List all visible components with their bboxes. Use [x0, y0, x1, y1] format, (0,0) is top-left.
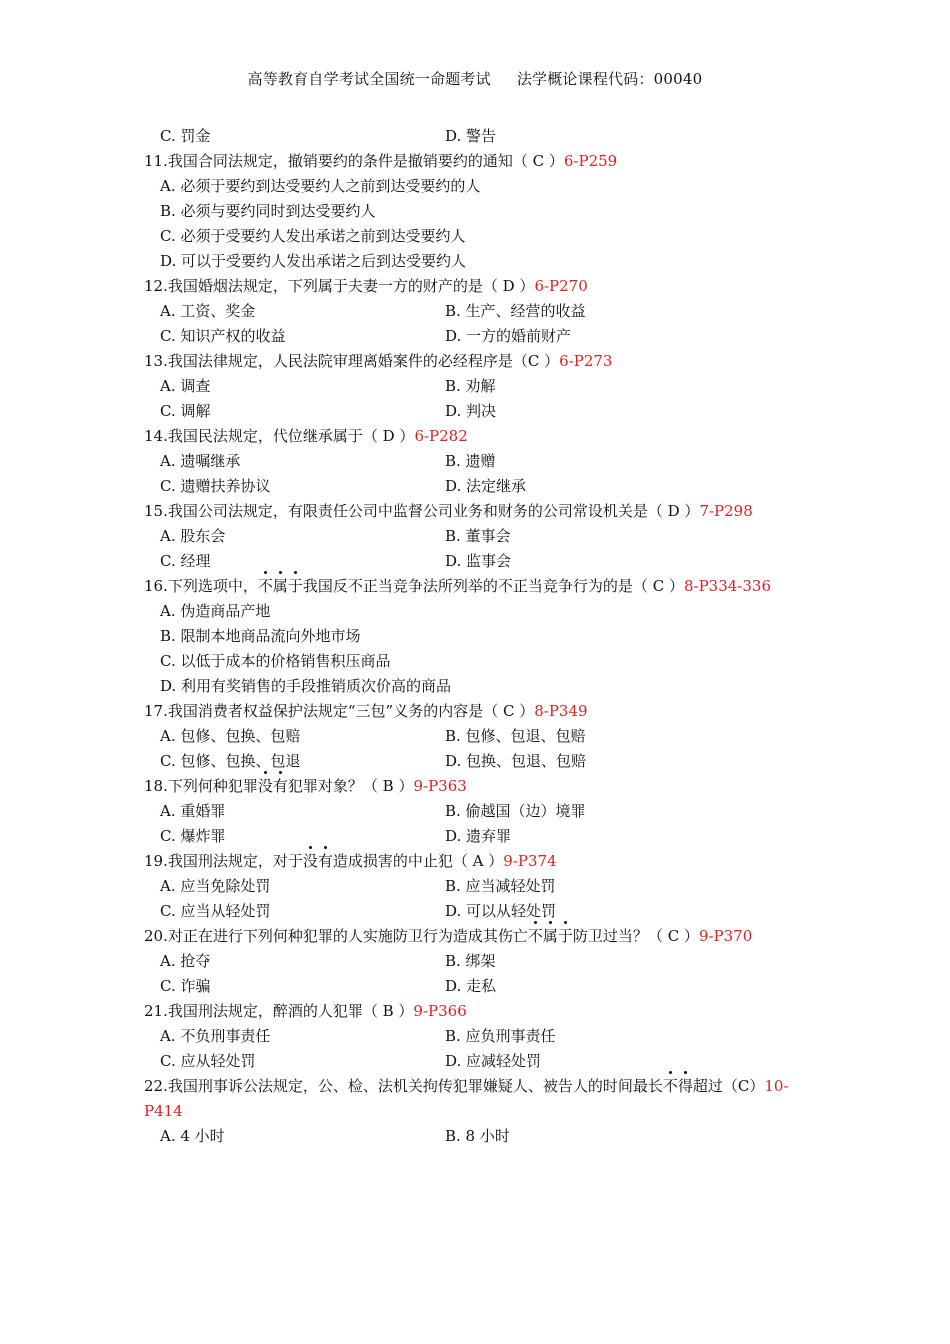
page-reference: 8-P334-336 [683, 577, 771, 595]
options [144, 724, 808, 774]
option: B. 劝解 [445, 377, 496, 395]
option: C. 调解 [160, 402, 211, 420]
options [144, 874, 808, 924]
options [144, 374, 808, 424]
page-reference: 6-P282 [414, 427, 468, 445]
option: C. 爆炸罪 [160, 827, 226, 845]
question-number: 13. [144, 352, 168, 370]
option: C. 诈骗 [160, 977, 211, 995]
question-list [144, 124, 808, 1149]
option: B. 董事会 [445, 527, 511, 545]
question-text: 我国反不正当竞争法所列举的不正当竞争行为的是（ C ） [302, 577, 684, 595]
question [144, 349, 808, 424]
option: D. 一方的婚前财产 [445, 327, 572, 345]
page-reference: 6-P270 [534, 277, 588, 295]
option: A. 必须于要约到达受要约人之前到达受要约的人 [160, 177, 481, 195]
option: A. 调查 [160, 377, 211, 395]
option: C. 经理 [160, 552, 211, 570]
question-text: 我国刑事诉公法规定，公、检、法机关拘传犯罪嫌疑人、被告人的时间最长 [167, 1077, 663, 1095]
option: D. 应减轻处罚 [445, 1052, 542, 1070]
question [144, 149, 808, 274]
question [144, 574, 808, 699]
page-reference: 7-P298 [699, 502, 753, 520]
options [144, 524, 808, 574]
option: D. 可以从轻处罚 [445, 902, 557, 920]
course-code: 法学概论课程代码：00040 [516, 70, 703, 88]
options [144, 449, 808, 499]
question-number: 21. [144, 1002, 168, 1020]
question-text: 防卫过当？（ C ） [572, 927, 699, 945]
option: D. 包换、包退、包赔 [445, 752, 587, 770]
option: A. 包修、包换、包赔 [160, 727, 301, 745]
question-text: 我国消费者权益保护法规定“三包”义务的内容是（ C ） [167, 702, 535, 720]
option: D. 监事会 [445, 552, 512, 570]
emphasis-text: 没有 [258, 777, 288, 795]
question-number: 14. [144, 427, 168, 445]
question-text: 犯罪对象？（ B ） [287, 777, 414, 795]
option: B. 8 小时 [445, 1127, 510, 1145]
question-stem [144, 274, 808, 299]
question-stem [144, 699, 808, 724]
option: A. 不负刑事责任 [160, 1027, 271, 1045]
option: C. 遗赠扶养协议 [160, 477, 271, 495]
question-text: 我国婚烟法规定，下列属于夫妻一方的财产的是（ D ） [167, 277, 535, 295]
question-stem [144, 1074, 808, 1124]
question-number: 20. [144, 927, 168, 945]
page-header [0, 68, 950, 89]
page-reference: 6-P273 [559, 352, 613, 370]
option: D. 走私 [445, 977, 497, 995]
option: B. 遗赠 [445, 452, 496, 470]
questions [144, 149, 808, 1149]
option: C. 应当从轻处罚 [160, 902, 271, 920]
question-number: 16. [144, 577, 168, 595]
page-reference: 6-P259 [563, 152, 618, 170]
question [144, 424, 808, 499]
option: D. 利用有奖销售的手段推销质次价高的商品 [160, 677, 452, 695]
emphasis-text: 不得 [663, 1077, 693, 1095]
option: B. 应当减轻处罚 [445, 877, 556, 895]
emphasis-text: 不属于 [528, 927, 573, 945]
question-text: 我国合同法规定，撤销要约的条件是撤销要约的通知（ C ） [167, 152, 564, 170]
question-text: 我国刑法规定，对于 [167, 852, 303, 870]
question-stem [144, 349, 808, 374]
question-stem [144, 574, 808, 599]
question-number: 22. [144, 1077, 168, 1095]
option: A. 遗嘱继承 [160, 452, 241, 470]
question-text: 我国刑法规定，醉酒的人犯罪（ B ） [167, 1002, 414, 1020]
option: A. 股东会 [160, 527, 226, 545]
option: A. 工资、奖金 [160, 302, 256, 320]
option: B. 绑架 [445, 952, 496, 970]
question-stem [144, 149, 808, 174]
option: D. 可以于受要约人发出承诺之后到达受要约人 [160, 252, 467, 270]
page-reference: 9-P374 [503, 852, 557, 870]
option: A. 伪造商品产地 [160, 602, 271, 620]
question [144, 999, 808, 1074]
option: D. 判决 [445, 402, 497, 420]
question-text: 超过（C） [692, 1077, 765, 1095]
question-stem [144, 999, 808, 1024]
prev-question-options [144, 124, 808, 149]
option-c: C. 罚金 [160, 127, 211, 145]
question-stem [144, 774, 808, 799]
question [144, 774, 808, 849]
emphasis-text: 没有 [303, 852, 333, 870]
question-stem [144, 924, 808, 949]
question-stem [144, 499, 808, 524]
page-reference: 8-P349 [534, 702, 588, 720]
page-reference: 10-P414 [144, 1077, 789, 1120]
question-number: 19. [144, 852, 168, 870]
option: D. 法定继承 [445, 477, 527, 495]
options [144, 299, 808, 349]
question [144, 274, 808, 349]
question-number: 12. [144, 277, 168, 295]
question-number: 17. [144, 702, 168, 720]
question-text: 我国民法规定，代位继承属于（ D ） [167, 427, 415, 445]
option: B. 限制本地商品流向外地市场 [160, 627, 361, 645]
question [144, 1074, 808, 1149]
option: C. 必须于受要约人发出承诺之前到达受要约人 [160, 227, 466, 245]
options [144, 1124, 808, 1149]
option: A. 应当免除处罚 [160, 877, 271, 895]
question [144, 924, 808, 999]
page-reference: 9-P366 [413, 1002, 467, 1020]
option: B. 包修、包退、包赔 [445, 727, 586, 745]
option: C. 以低于成本的价格销售积压商品 [160, 652, 391, 670]
options [144, 174, 808, 274]
option: B. 必须与要约同时到达受要约人 [160, 202, 376, 220]
option: A. 抢夺 [160, 952, 211, 970]
options [144, 949, 808, 999]
option: C. 知识产权的收益 [160, 327, 286, 345]
question-number: 11. [144, 152, 168, 170]
options [144, 799, 808, 849]
question [144, 699, 808, 774]
question-text: 我国法律规定，人民法院审理离婚案件的必经程序是（C ） [167, 352, 560, 370]
option: C. 包修、包换、包退 [160, 752, 301, 770]
option: C. 应从轻处罚 [160, 1052, 256, 1070]
options [144, 1024, 808, 1074]
question-text: 下列何种犯罪 [167, 777, 258, 795]
question [144, 499, 808, 574]
option: B. 生产、经营的收益 [445, 302, 586, 320]
page-reference: 9-P363 [413, 777, 467, 795]
option: A. 4 小时 [160, 1127, 225, 1145]
exam-title: 高等教育自学考试全国统一命题考试 [247, 70, 491, 88]
question-number: 15. [144, 502, 168, 520]
option: A. 重婚罪 [160, 802, 226, 820]
option: D. 遗弃罪 [445, 827, 512, 845]
question-stem [144, 424, 808, 449]
question-text: 对正在进行下列何种犯罪的人实施防卫行为造成其伤亡 [167, 927, 528, 945]
question-text: 下列选项中， [167, 577, 258, 595]
question-number: 18. [144, 777, 168, 795]
options [144, 599, 808, 699]
page-reference: 9-P370 [698, 927, 753, 945]
question-text: 我国公司法规定，有限责任公司中监督公司业务和财务的公司常设机关是（ D ） [167, 502, 700, 520]
question-stem [144, 849, 808, 874]
option-d: D. 警告 [445, 127, 497, 145]
emphasis-text: 不属于 [258, 577, 303, 595]
question-text: 造成损害的中止犯（ A ） [332, 852, 504, 870]
option: B. 偷越国（边）境罪 [445, 802, 586, 820]
question [144, 849, 808, 924]
option: B. 应负刑事责任 [445, 1027, 556, 1045]
